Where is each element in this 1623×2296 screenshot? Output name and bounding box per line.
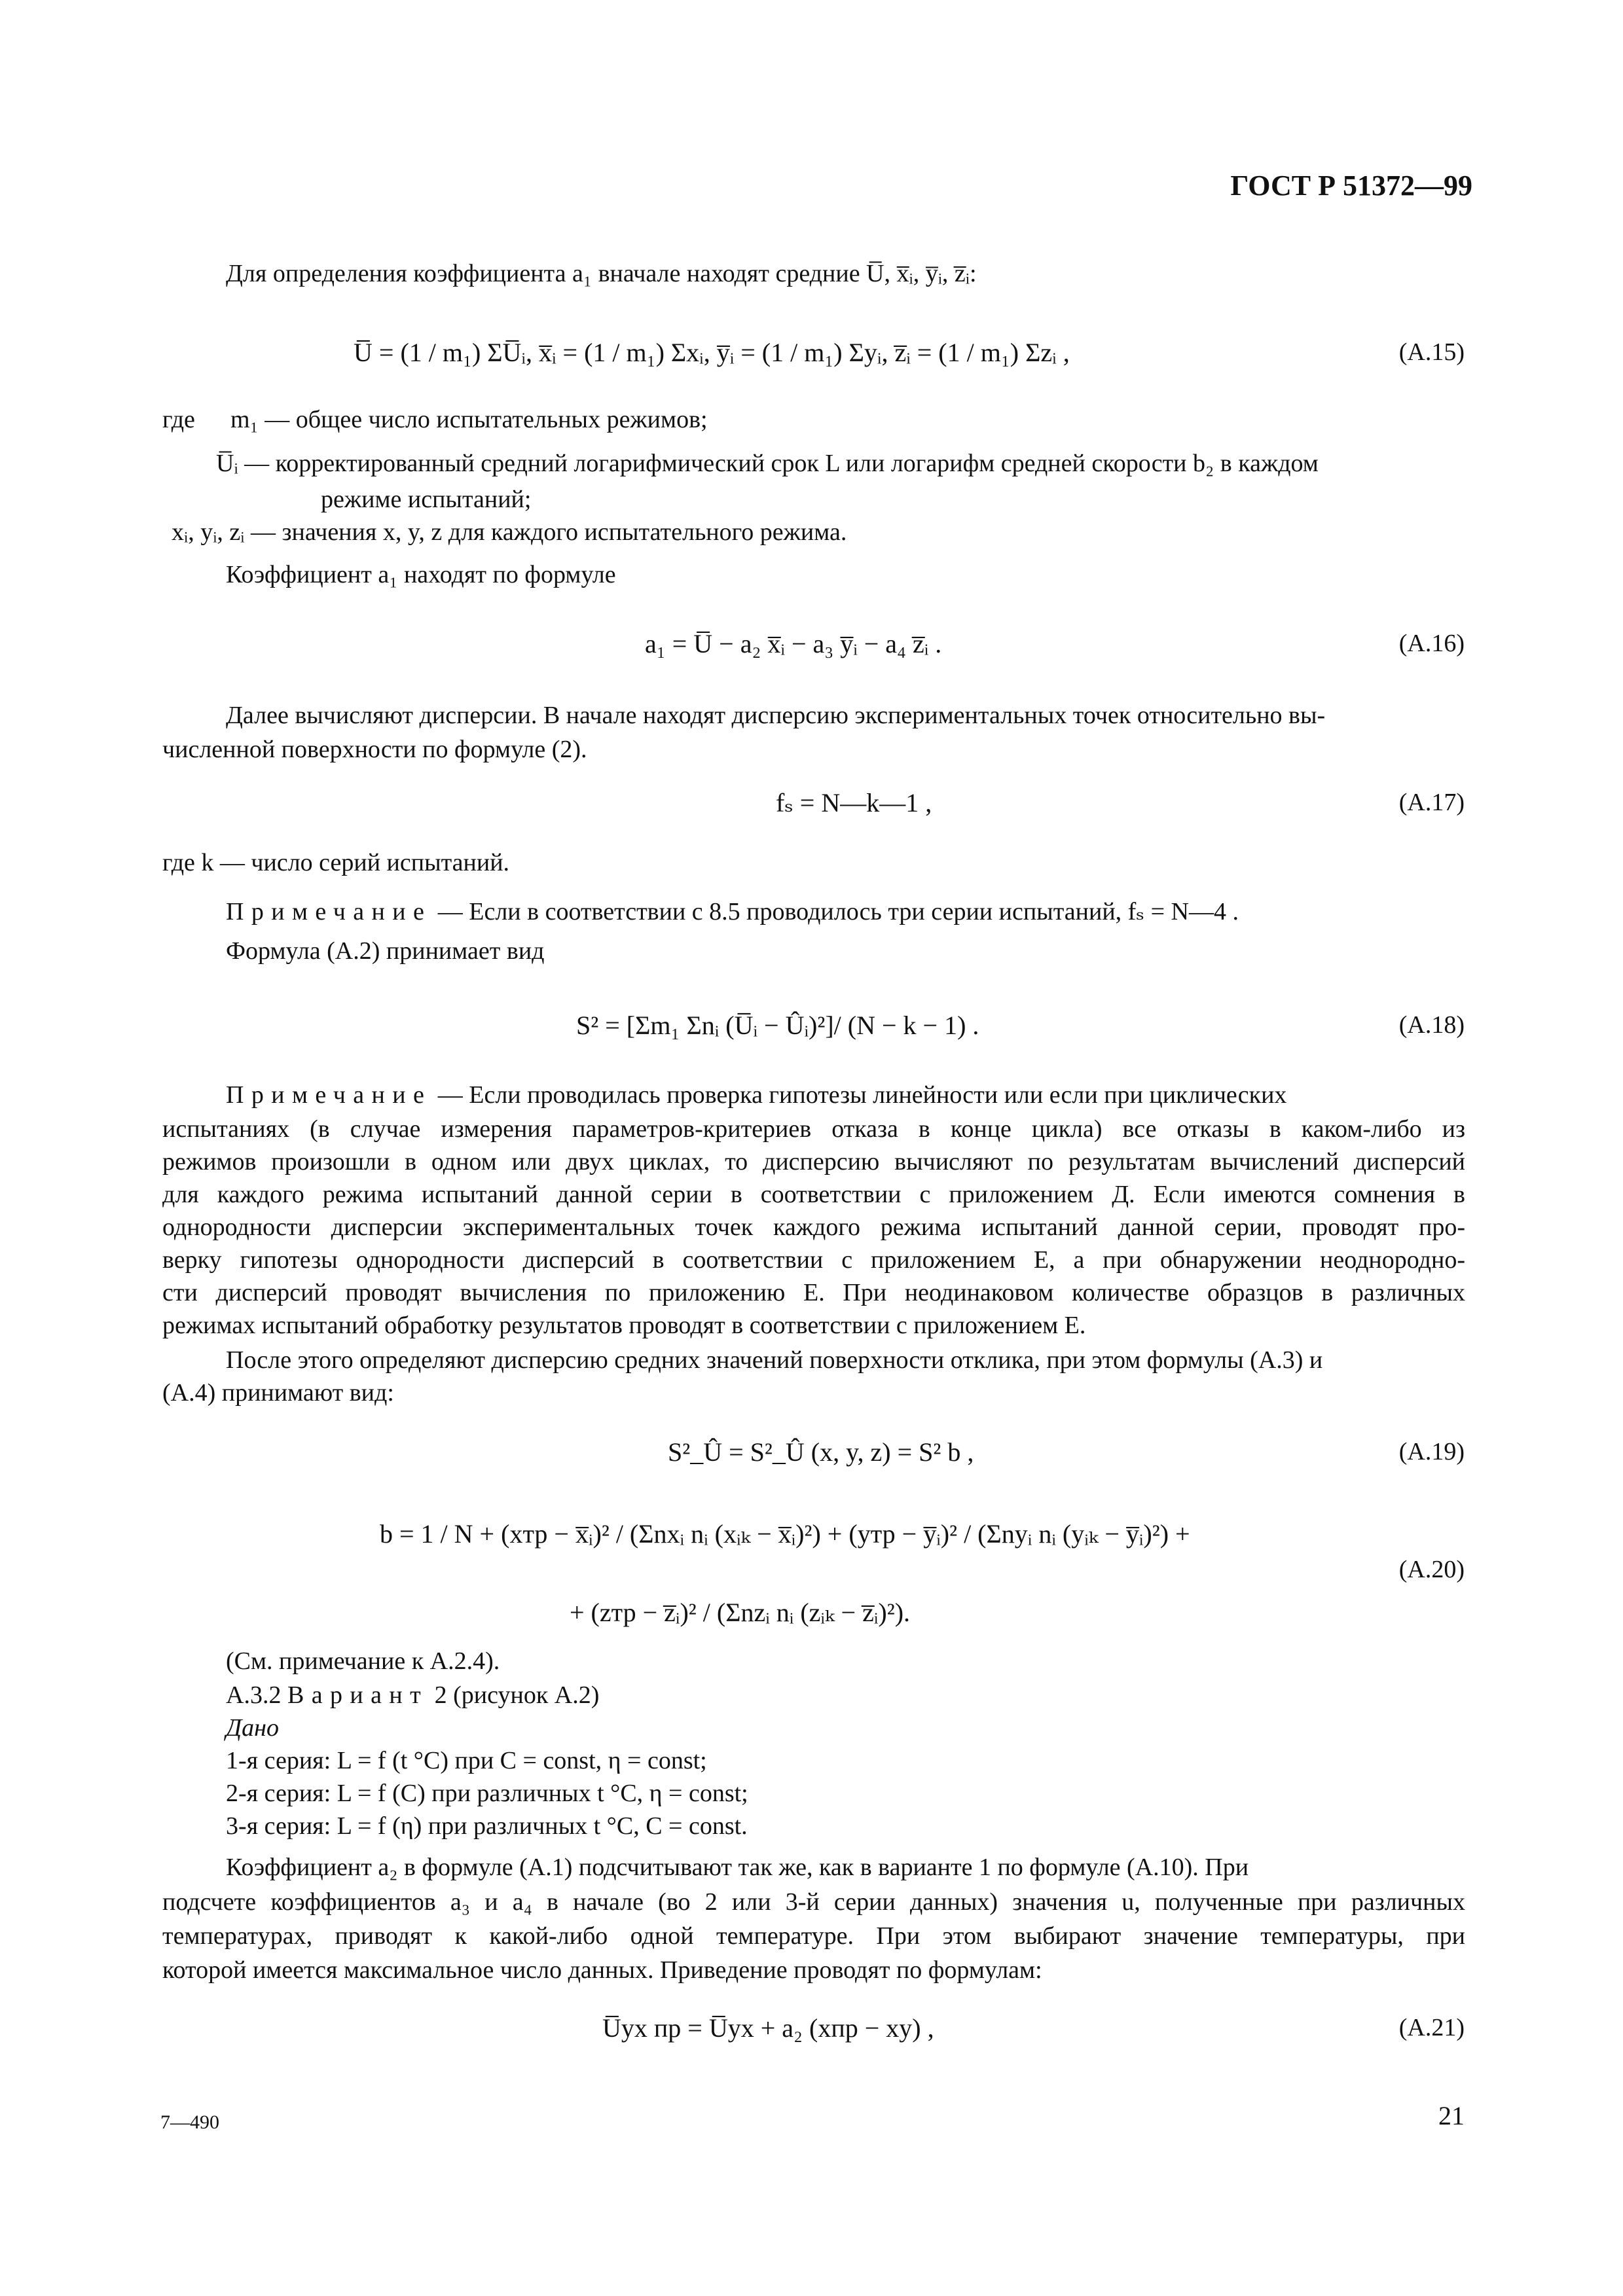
page-number: 21 — [1438, 2101, 1465, 2130]
formula-a2-paragraph: Формула (А.2) принимает вид — [226, 937, 545, 965]
series-3: 3-я серия: L = f (η) при различных t °C, C = const. — [226, 1812, 748, 1840]
variant-prefix: А.3.2 — [226, 1681, 287, 1709]
note-2-word: Примечание — [226, 1081, 432, 1109]
coefficient-a1-paragraph: Коэффициент a₁ находят по формуле — [226, 561, 616, 588]
note-1-text: — Если в соответствии с 8.5 проводилось три серии испытаний, fₛ = N—4 . — [437, 898, 1239, 925]
series-2: 2-я серия: L = f (C) при различных t °C, η = const; — [226, 1780, 748, 1807]
variant-suffix: 2 (рисунок А.2) — [428, 1681, 600, 1709]
coefficient-a2-line2: подсчете коэффициентов a₃ и a₄ в начале (во 2 или 3-й серии данных) значения u, полученные при различных — [162, 1888, 1465, 1916]
note-2-line5: однородности дисперсии экспериментальных точек каждого режима испытаний данной серии, проводят про- — [162, 1213, 1465, 1241]
where-k-definition: где k — число серий испытаний. — [162, 849, 510, 876]
equation-number-a18: (А.18) — [1398, 1011, 1465, 1039]
equation-number-a19: (А.19) — [1398, 1438, 1465, 1465]
equation-number-a16: (А.16) — [1398, 630, 1465, 657]
equation-a16: a₁ = U̅ − a₂ x̅ᵢ − a₃ y̅ᵢ − a₄ z̅ᵢ . — [645, 629, 942, 658]
intro-paragraph: Для определения коэффициента a₁ вначале находят средние U̅, x̅ᵢ, y̅ᵢ, z̅ᵢ: — [226, 260, 977, 287]
where-ui-definition: U̅ᵢ — корректированный средний логарифмический срок L или логарифм средней скорости b₂ в каждом — [216, 450, 1319, 477]
note-2-line1 — [226, 1080, 1286, 1110]
note-2-line4: для каждого режима испытаний данной серии в соответствии с приложением Д. Если имеются сомнения в — [162, 1181, 1465, 1208]
note-2-line3: режимов произошли в одном или двух циклах, то дисперсию вычисляют по результатам вычислений дисперсий — [162, 1148, 1465, 1175]
after-paragraph-line1: После этого определяют дисперсию средних значений поверхности отклика, при этом формулы (А.3) и — [226, 1346, 1323, 1374]
document-code-header: ГОСТ Р 51372—99 — [1230, 170, 1472, 202]
equation-number-a21: (А.21) — [1398, 2014, 1465, 2041]
note-2-line7: сти дисперсий проводят вычисления по приложению Е. При неодинаковом количестве образцов в различных — [162, 1279, 1465, 1306]
where-xyz-definition: xᵢ, yᵢ, zᵢ — значения x, y, z для каждого испытательного режима. — [172, 518, 847, 546]
equation-a21: U̅ух пр = U̅ух + a₂ (xпр − xу) , — [602, 2013, 934, 2043]
note-1 — [226, 897, 1239, 927]
equation-a20-line2: + (zтр − z̅ᵢ)² / (Σnzᵢ nᵢ (zᵢₖ − z̅ᵢ)²). — [570, 1598, 911, 1627]
after-paragraph-line2: (А.4) принимают вид: — [162, 1379, 394, 1407]
coefficient-a2-line3: температурах, приводят к какой-либо одной температуре. При этом выбирают значение температуры, при — [162, 1922, 1465, 1950]
given-heading: Дано — [226, 1714, 280, 1742]
equation-a19: S²_Û = S²_Û (x, y, z) = S² b , — [668, 1437, 974, 1467]
dispersion-paragraph-line1: Далее вычисляют дисперсии. В начале находят дисперсию экспериментальных точек относительно вы- — [226, 702, 1326, 729]
where-m1-definition: m₁ — общее число испытательных режимов; — [230, 406, 708, 433]
equation-a18: S² = [Σm₁ Σnᵢ (U̅ᵢ − Ûᵢ)²]/ (N − k − 1) . — [576, 1011, 979, 1040]
where-ui-definition-cont: режиме испытаний; — [321, 486, 532, 513]
series-1: 1-я серия: L = f (t °C) при C = const, η = const; — [226, 1747, 707, 1774]
equation-a15: U̅ = (1 / m₁) ΣU̅ᵢ, x̅ᵢ = (1 / m₁) Σxᵢ, y̅ᵢ = (1 / m₁) Σyᵢ, z̅ᵢ = (1 / m₁) Σzᵢ , — [354, 338, 1070, 367]
equation-number-a20: (А.20) — [1398, 1556, 1465, 1583]
coefficient-a2-line4: которой имеется максимальное число данных. Приведение проводят по формулам: — [162, 1956, 1042, 1984]
where-label: где — [162, 406, 195, 433]
variant-heading — [226, 1680, 599, 1710]
equation-number-a15: (А.15) — [1398, 338, 1465, 366]
footer-code: 7—490 — [160, 2111, 219, 2133]
coefficient-a2-line1: Коэффициент a₂ в формуле (А.1) подсчитывают так же, как в варианте 1 по формуле (А.10). При — [226, 1854, 1249, 1881]
note-2-line8: режимах испытаний обработку результатов проводят в соответствии с приложением Е. — [162, 1312, 1086, 1339]
equation-a20-line1: b = 1 / N + (xтр − x̅ᵢ)² / (Σnxᵢ nᵢ (xᵢₖ − x̅ᵢ)²) + (yтр − y̅ᵢ)² / (Σnyᵢ nᵢ (yᵢₖ − y̅ᵢ)²) + — [380, 1519, 1190, 1549]
note-1-word: Примечание — [226, 898, 432, 925]
note-2-line2: испытаниях (в случае измерения параметров-критериев отказа в конце цикла) все отказы в каком-либо из — [162, 1115, 1465, 1143]
dispersion-paragraph-line2: численной поверхности по формуле (2). — [162, 736, 587, 763]
equation-a17: fₛ = N—k—1 , — [776, 788, 932, 817]
note-2-text: — Если проводилась проверка гипотезы линейности или если при циклических — [437, 1081, 1287, 1109]
see-note-paragraph: (См. примечание к А.2.4). — [226, 1647, 500, 1675]
note-2-line6: верку гипотезы однородности дисперсий в соответствии с приложением Е, а при обнаружении неоднородно- — [162, 1246, 1465, 1274]
variant-word: Вариант — [287, 1681, 429, 1709]
equation-number-a17: (А.17) — [1398, 789, 1465, 816]
